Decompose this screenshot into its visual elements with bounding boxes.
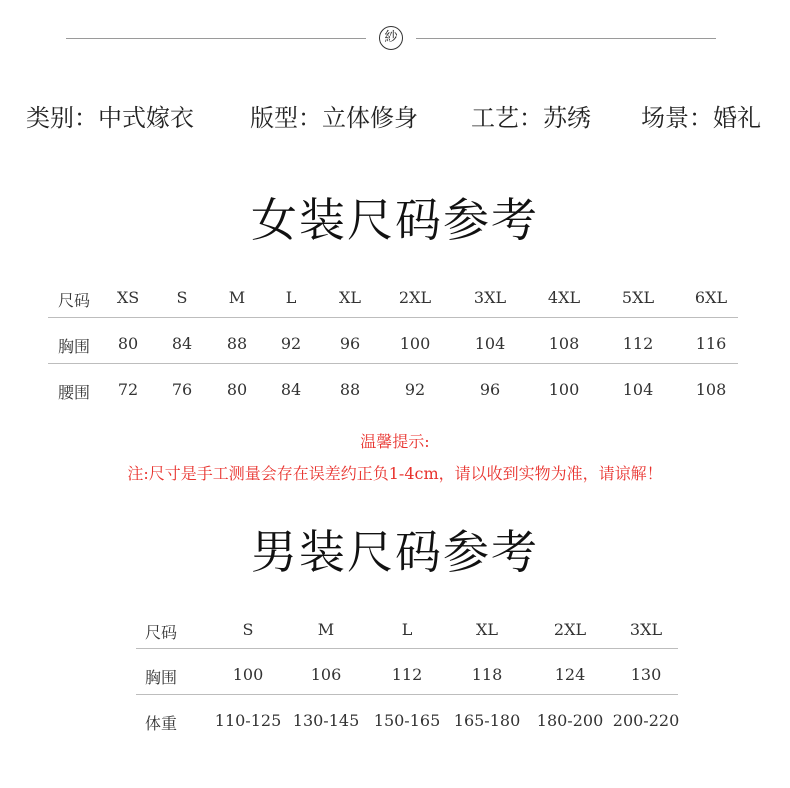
product-attributes bbox=[0, 98, 790, 134]
attribute-scene: 场景：婚礼 bbox=[641, 104, 761, 132]
table-cell: 尺码 bbox=[58, 291, 91, 310]
table-divider bbox=[136, 694, 678, 695]
table-cell: 116 bbox=[695, 334, 727, 353]
top-divider-right bbox=[416, 38, 716, 39]
table-cell: 106 bbox=[310, 665, 342, 684]
table-cell: XS bbox=[116, 288, 140, 307]
table-cell: 2XL bbox=[553, 620, 587, 639]
table-cell: XL bbox=[475, 620, 499, 639]
men-size-title: 男装尺码参考 bbox=[251, 525, 539, 579]
table-cell: 5XL bbox=[621, 288, 655, 307]
table-cell: M bbox=[228, 288, 246, 307]
table-cell: 腰围 bbox=[58, 383, 91, 402]
attribute-category: 类别：中式嫁衣 bbox=[26, 104, 194, 132]
table-cell: 4XL bbox=[547, 288, 581, 307]
table-cell: 96 bbox=[479, 380, 501, 399]
notice-title: 温馨提示: bbox=[360, 432, 430, 451]
table-cell: 110-125 bbox=[214, 711, 282, 730]
table-divider bbox=[48, 363, 738, 364]
top-divider-left bbox=[66, 38, 366, 39]
table-cell: 124 bbox=[554, 665, 586, 684]
notice-text: 注:尺寸是手工测量会存在误差约正负1-4cm，请以收到实物为准，请谅解！ bbox=[127, 464, 663, 483]
table-cell: 108 bbox=[695, 380, 727, 399]
table-cell: S bbox=[176, 288, 188, 307]
table-cell: 130 bbox=[630, 665, 662, 684]
table-divider bbox=[48, 317, 738, 318]
table-cell: 130-145 bbox=[292, 711, 360, 730]
table-cell: 118 bbox=[471, 665, 503, 684]
attribute-craft: 工艺：苏绣 bbox=[471, 104, 591, 132]
table-cell: M bbox=[317, 620, 335, 639]
table-cell: 6XL bbox=[694, 288, 728, 307]
attribute-fit: 版型：立体修身 bbox=[250, 104, 418, 132]
table-cell: 72 bbox=[117, 380, 139, 399]
table-cell: XL bbox=[338, 288, 362, 307]
table-cell: 3XL bbox=[473, 288, 507, 307]
table-cell: 92 bbox=[280, 334, 302, 353]
table-cell: 108 bbox=[548, 334, 580, 353]
table-cell: 104 bbox=[474, 334, 506, 353]
table-cell: 165-180 bbox=[453, 711, 521, 730]
women-size-title: 女装尺码参考 bbox=[251, 193, 539, 247]
table-cell: 104 bbox=[622, 380, 654, 399]
table-cell: 84 bbox=[171, 334, 193, 353]
table-cell: 尺码 bbox=[145, 623, 178, 642]
table-cell: 100 bbox=[232, 665, 264, 684]
brand-logo: 紗 bbox=[379, 26, 403, 50]
table-cell: 92 bbox=[404, 380, 426, 399]
table-cell: 96 bbox=[339, 334, 361, 353]
table-cell: 112 bbox=[391, 665, 423, 684]
table-cell: 100 bbox=[399, 334, 431, 353]
table-cell: 180-200 bbox=[536, 711, 604, 730]
table-divider bbox=[136, 648, 678, 649]
table-cell: L bbox=[401, 620, 413, 639]
table-cell: 112 bbox=[622, 334, 654, 353]
table-cell: 88 bbox=[226, 334, 248, 353]
table-cell: 150-165 bbox=[373, 711, 441, 730]
table-cell: 3XL bbox=[629, 620, 663, 639]
table-cell: 88 bbox=[339, 380, 361, 399]
table-cell: 2XL bbox=[398, 288, 432, 307]
table-cell: 80 bbox=[117, 334, 139, 353]
table-cell: 胸围 bbox=[145, 668, 178, 687]
table-cell: 84 bbox=[280, 380, 302, 399]
table-cell: 200-220 bbox=[612, 711, 680, 730]
table-cell: L bbox=[285, 288, 297, 307]
table-cell: 80 bbox=[226, 380, 248, 399]
table-cell: S bbox=[242, 620, 254, 639]
table-cell: 体重 bbox=[145, 714, 178, 733]
table-cell: 100 bbox=[548, 380, 580, 399]
table-cell: 胸围 bbox=[58, 337, 91, 356]
table-cell: 76 bbox=[171, 380, 193, 399]
